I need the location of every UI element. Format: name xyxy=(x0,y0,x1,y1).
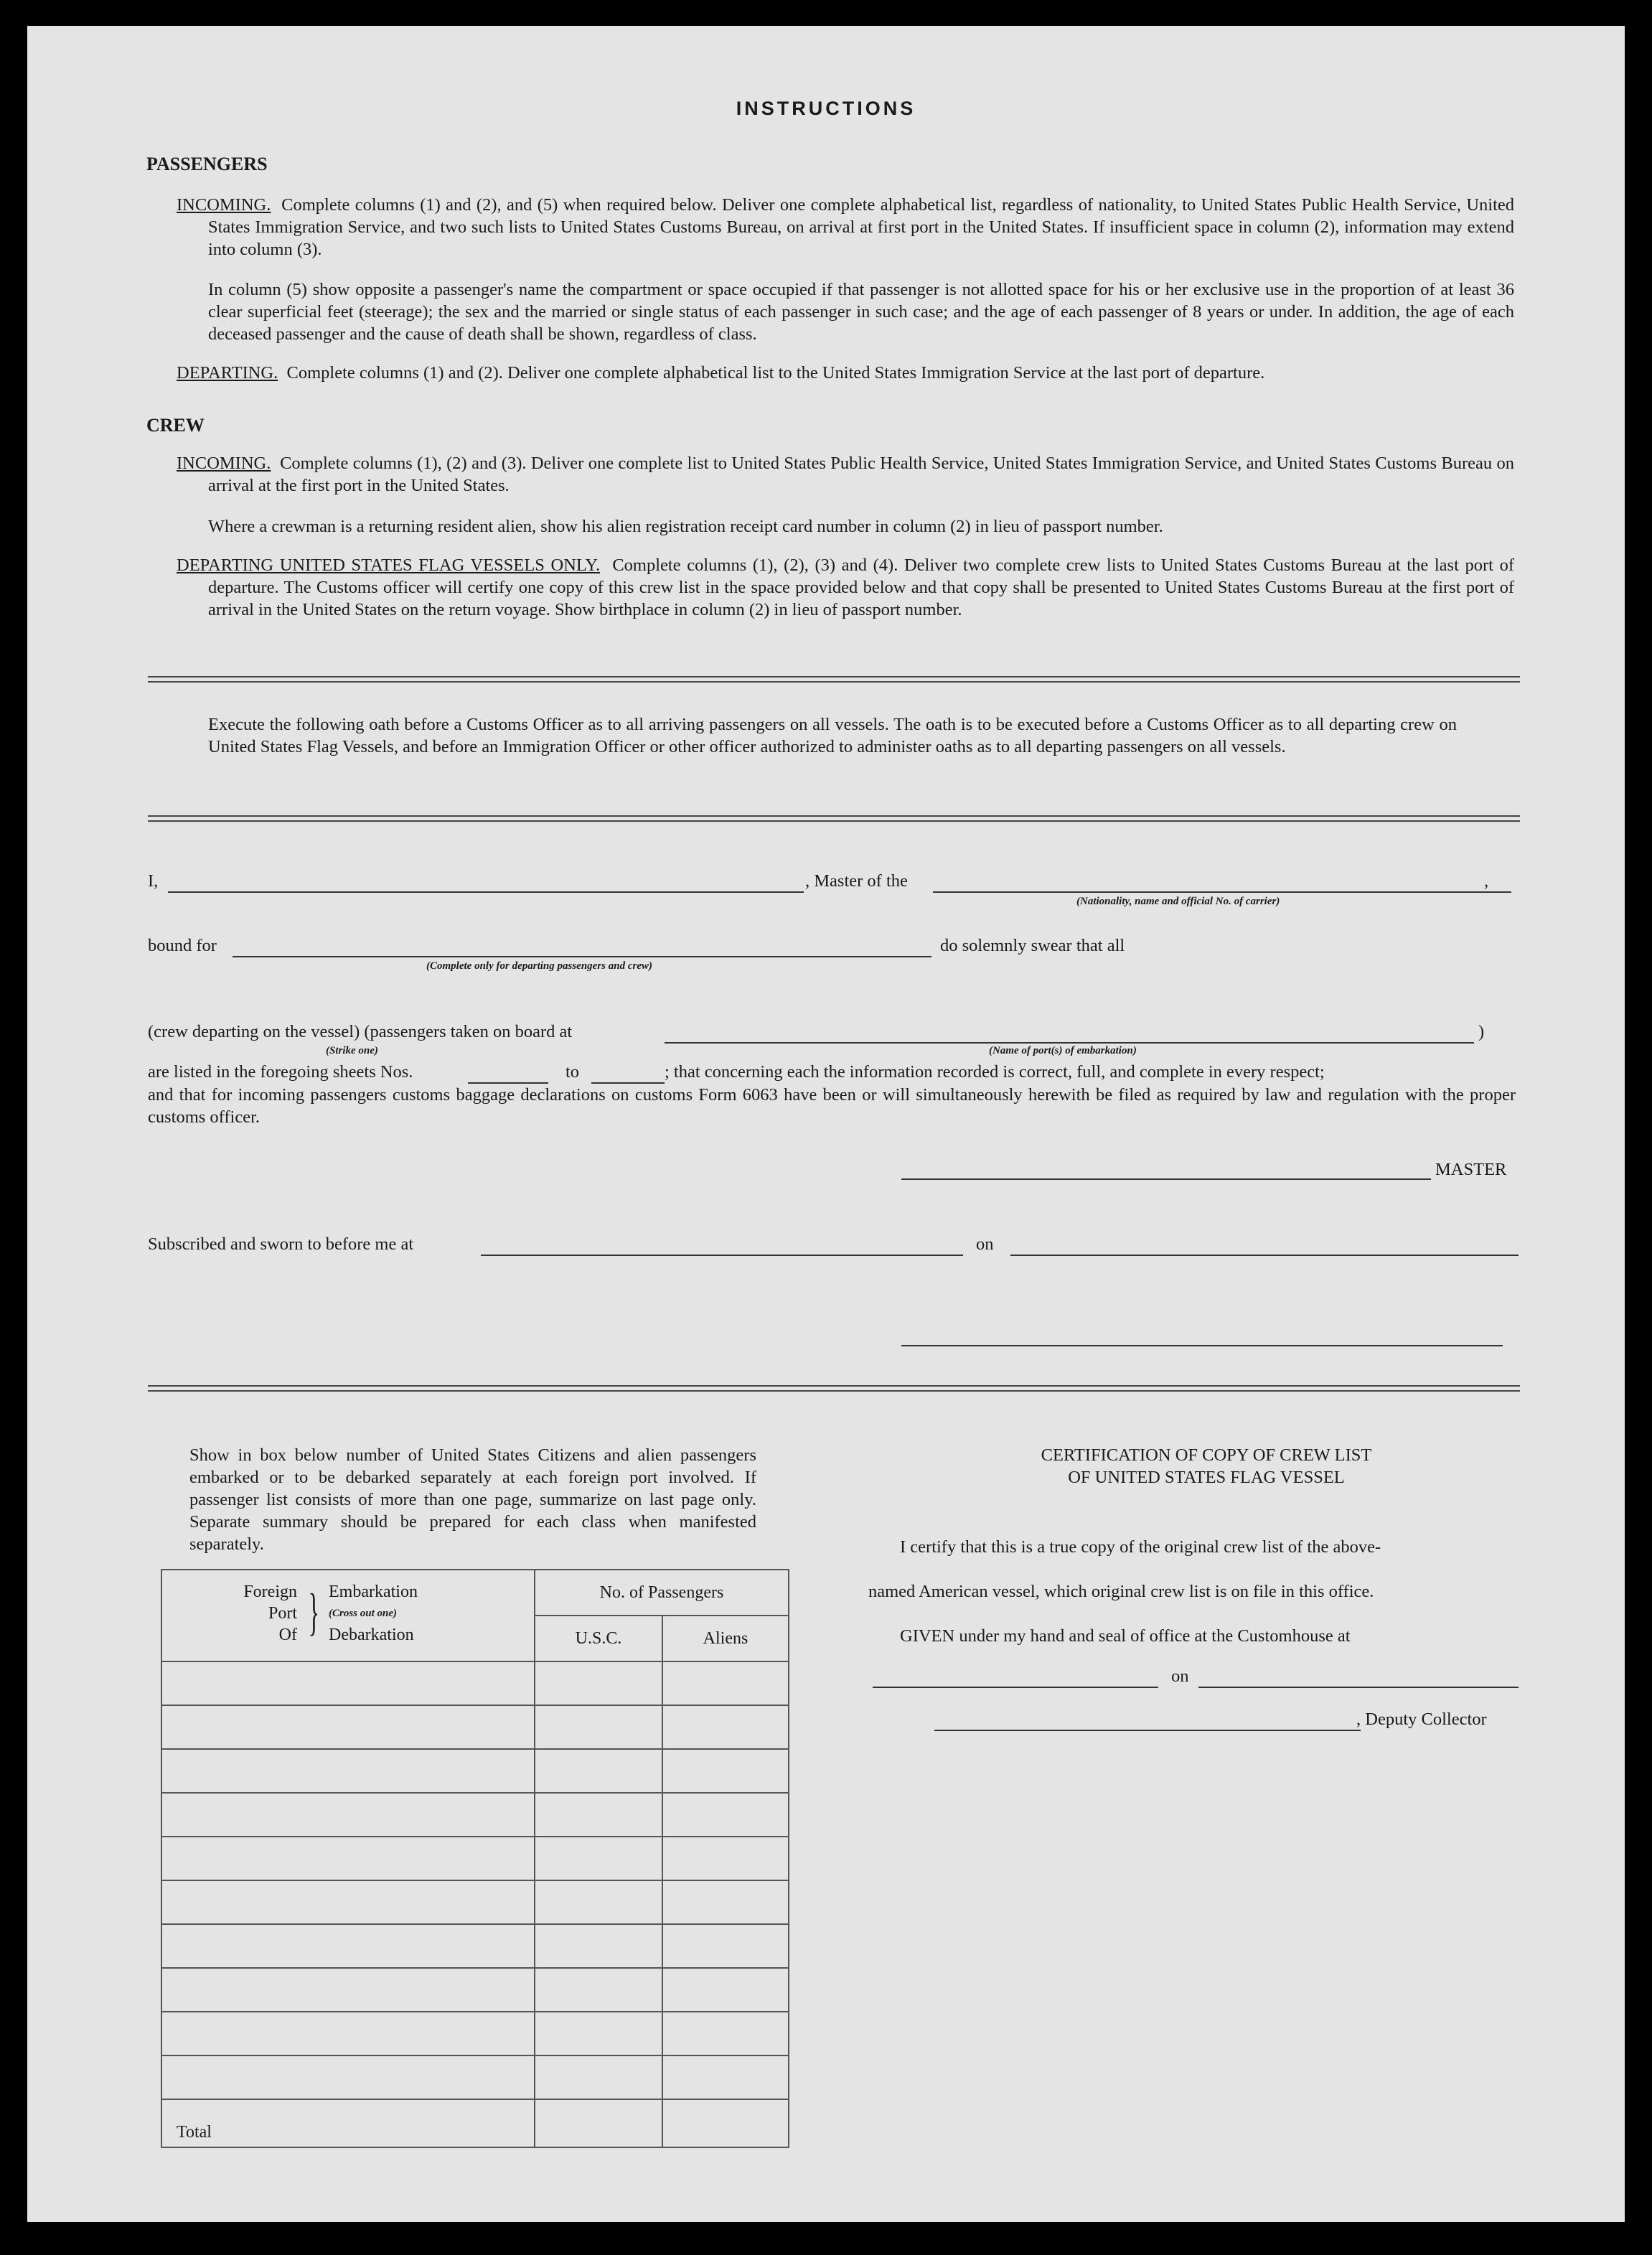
divider xyxy=(148,815,1520,822)
swear-text: do solemnly swear that all xyxy=(940,936,1125,955)
bound-caption: (Complete only for departing passengers and crew) xyxy=(426,960,652,972)
certification-heading xyxy=(894,1444,1519,1489)
aliens-cell[interactable] xyxy=(662,1749,789,1793)
aliens-cell[interactable] xyxy=(662,2012,789,2055)
master-label: MASTER xyxy=(1435,1160,1507,1179)
port-cell[interactable] xyxy=(161,1705,535,1749)
passengers-incoming-label: INCOMING. xyxy=(177,195,271,215)
certification-date-field[interactable] xyxy=(1198,1687,1519,1688)
passengers-incoming-paragraph xyxy=(177,194,1514,261)
deputy-signature-field[interactable] xyxy=(934,1730,1361,1731)
usc-cell[interactable] xyxy=(535,1661,662,1705)
crew-incoming-text: Complete columns (1), (2) and (3). Deliver one complete list to United States Public Health Service, United States Immigration Service, and United States Customs Bureau on arrival at the first port in the United States. xyxy=(208,454,1514,495)
header-embarkation: Embarkation xyxy=(329,1583,418,1601)
header-debarkation: Debarkation xyxy=(329,1626,414,1644)
usc-total-cell[interactable] xyxy=(535,2099,662,2147)
strike-caption: (Strike one) xyxy=(326,1045,378,1056)
crew-incoming-paragraph xyxy=(177,452,1514,497)
listed-text-c: and that for incoming passengers customs baggage declarations on customs Form 6063 have been or will simultaneously herewith be filed as required by law and regulation with the proper customs officer. xyxy=(148,1085,1516,1127)
crew-incoming-label: INCOMING. xyxy=(177,454,271,473)
port-cell[interactable] xyxy=(161,2012,535,2055)
certification-text-2: named American vessel, which original crew list is on file in this office. xyxy=(868,1582,1374,1601)
crew-resident-paragraph: Where a crewman is a returning resident alien, show his alien registration receipt card number in column (2) in lieu of passport number. xyxy=(208,517,1163,536)
usc-cell[interactable] xyxy=(535,1924,662,1968)
usc-cell[interactable] xyxy=(535,2055,662,2099)
master-signature-field[interactable] xyxy=(901,1178,1431,1180)
brace-icon: } xyxy=(308,1583,320,1641)
usc-cell[interactable] xyxy=(535,1968,662,2012)
carrier-caption: (Nationality, name and official No. of carrier) xyxy=(1076,896,1280,907)
comma: , xyxy=(1484,871,1489,891)
header-foreign: Foreign xyxy=(243,1583,297,1601)
passengers-departing-paragraph xyxy=(177,362,1514,384)
usc-cell[interactable] xyxy=(535,1705,662,1749)
port-cell[interactable] xyxy=(161,1837,535,1880)
listed-to-text: to xyxy=(565,1062,580,1082)
usc-cell[interactable] xyxy=(535,1880,662,1924)
port-cell[interactable] xyxy=(161,1968,535,2012)
usc-cell[interactable] xyxy=(535,1837,662,1880)
port-cell[interactable] xyxy=(161,2055,535,2099)
divider xyxy=(148,676,1520,683)
subscribed-text: Subscribed and sworn to before me at xyxy=(148,1234,414,1254)
sworn-date-field[interactable] xyxy=(1010,1255,1519,1256)
aliens-cell[interactable] xyxy=(662,1924,789,1968)
certification-on: on xyxy=(1171,1666,1189,1686)
passenger-summary-table xyxy=(161,1569,789,2148)
oath-instruction: Execute the following oath before a Customs Officer as to all arriving passengers on all vessels. The oath is to be executed before a Customs Officer as to all departing crew on United States Flag Vessels, and before an Immigration Officer or other officer authorized to administer oaths as to all departing passengers on all vessels. xyxy=(208,715,1457,756)
on-text: on xyxy=(976,1234,994,1254)
usc-cell[interactable] xyxy=(535,1793,662,1837)
usc-cell[interactable] xyxy=(535,2012,662,2055)
crew-heading: CREW xyxy=(146,415,205,436)
certification-text-3: GIVEN under my hand and seal of office at the Customhouse at xyxy=(900,1626,1351,1646)
crew-departing-text: Complete columns (1), (2), (3) and (4). Deliver two complete crew lists to United States Customs Bureau at the last port of departure. The Customs officer will certify one copy of this crew list in the space provided below and that copy shall be presented to United States Customs Bureau at the first port of arrival in the United States on the return voyage. Show birthplace in column (2) in lieu of passport number. xyxy=(208,555,1514,619)
aliens-cell[interactable] xyxy=(662,1661,789,1705)
port-cell[interactable] xyxy=(161,1924,535,1968)
port-caption: (Name of port(s) of embarkation) xyxy=(989,1045,1137,1056)
crew-departing-text: (crew departing on the vessel) (passengers taken on board at xyxy=(148,1022,573,1041)
divider xyxy=(148,1385,1520,1392)
crew-departing-label: DEPARTING UNITED STATES FLAG VESSELS ONLY. xyxy=(177,555,601,575)
total-label: Total xyxy=(161,2099,535,2147)
header-of: Of xyxy=(278,1626,297,1644)
listed-text-b: ; that concerning each the information recorded is correct, full, and complete in every respect; xyxy=(665,1062,1325,1082)
master-of-the-text: , Master of the xyxy=(805,871,908,891)
usc-header: U.S.C. xyxy=(535,1616,662,1661)
certification-text-1: I certify that this is a true copy of the original crew list of the above- xyxy=(900,1537,1381,1557)
certification-heading-line-1: CERTIFICATION OF COPY OF CREW LIST xyxy=(1041,1445,1372,1465)
page-title: INSTRUCTIONS xyxy=(736,98,916,119)
aliens-cell[interactable] xyxy=(662,2055,789,2099)
crew-departing-paragraph xyxy=(177,554,1514,621)
summary-instruction: Show in box below number of United States Citizens and alien passengers embarked or to be debarked separately at each foreign port involved. If passenger list consists of more than one page, summarize on last page only. Separate summary should be prepared for each class when manifested separately. xyxy=(189,1445,756,1554)
header-cross: (Cross out one) xyxy=(329,1608,398,1619)
listed-text-a: are listed in the foregoing sheets Nos. xyxy=(148,1062,413,1082)
no-passengers-header: No. of Passengers xyxy=(535,1570,789,1616)
sworn-place-field[interactable] xyxy=(481,1255,963,1256)
aliens-cell[interactable] xyxy=(662,1880,789,1924)
passengers-departing-label: DEPARTING. xyxy=(177,363,278,383)
aliens-cell[interactable] xyxy=(662,1793,789,1837)
passengers-departing-text: Complete columns (1) and (2). Deliver one complete alphabetical list to the United States Immigration Service at the last port of departure. xyxy=(286,363,1265,383)
deputy-collector-label: , Deputy Collector xyxy=(1356,1710,1487,1729)
bound-for-text: bound for xyxy=(148,936,217,955)
port-cell[interactable] xyxy=(161,1661,535,1705)
aliens-cell[interactable] xyxy=(662,1705,789,1749)
passengers-incoming-text: Complete columns (1) and (2), and (5) when required below. Deliver one complete alphabetical list, regardless of nationality, to United States Public Health Service, United States Immigration Service, and two such lists to United States Customs Bureau, on arrival at first port in the United States. If insufficient space in column (2), information may extend into column (3). xyxy=(208,195,1514,259)
bound-for-field[interactable] xyxy=(233,956,931,957)
port-cell[interactable] xyxy=(161,1880,535,1924)
embarkation-port-field[interactable] xyxy=(665,1042,1474,1044)
close-paren: ) xyxy=(1478,1022,1485,1041)
usc-cell[interactable] xyxy=(535,1749,662,1793)
passengers-column5-paragraph: In column (5) show opposite a passenger's name the compartment or space occupied if that passenger is not allotted space for his or her exclusive use in the proportion of at least 36 clear superficial feet (steerage); the sex and the married or single status of each passenger in such case; and the age of each passenger of 8 years or under. In addition, the age of each deceased passenger and the cause of death shall be shown, regardless of class. xyxy=(208,280,1514,344)
form-page xyxy=(27,26,1625,2222)
carrier-field[interactable] xyxy=(933,891,1511,893)
port-header-cell xyxy=(161,1570,535,1661)
aliens-header: Aliens xyxy=(662,1616,789,1661)
oath-i: I, xyxy=(148,871,159,891)
aliens-cell[interactable] xyxy=(662,1837,789,1880)
port-cell[interactable] xyxy=(161,1793,535,1837)
master-name-field[interactable] xyxy=(168,891,804,893)
port-cell[interactable] xyxy=(161,1749,535,1793)
aliens-total-cell[interactable] xyxy=(662,2099,789,2147)
passengers-heading: PASSENGERS xyxy=(146,154,268,174)
certification-heading-line-2: OF UNITED STATES FLAG VESSEL xyxy=(1068,1468,1345,1487)
officer-signature-field[interactable] xyxy=(901,1345,1503,1346)
aliens-cell[interactable] xyxy=(662,1968,789,2012)
customhouse-field[interactable] xyxy=(873,1687,1158,1688)
header-port: Port xyxy=(268,1604,297,1623)
